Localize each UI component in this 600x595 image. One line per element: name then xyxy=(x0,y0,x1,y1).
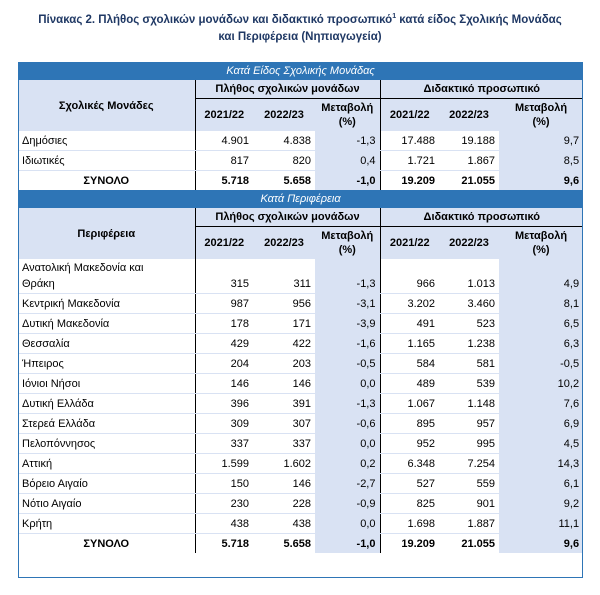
cell-u1: 987 xyxy=(195,294,253,314)
col-header-change: Μεταβολή (%) xyxy=(315,227,380,260)
cell-uc: -1,3 xyxy=(315,394,380,414)
row-label: Ιδιωτικές xyxy=(18,151,195,171)
cell-u1: 315 xyxy=(195,274,253,294)
section-band-label: Κατά Είδος Σχολικής Μονάδας xyxy=(18,62,583,80)
cell-u1: 337 xyxy=(195,434,253,454)
cell-u2: 228 xyxy=(253,494,315,514)
cell-uc: -3,9 xyxy=(315,314,380,334)
cell-uc: -3,1 xyxy=(315,294,380,314)
cell-u1: 146 xyxy=(195,374,253,394)
cell-sc: 6,3 xyxy=(499,334,583,354)
cell-sc: 9,2 xyxy=(499,494,583,514)
cell-u2: 307 xyxy=(253,414,315,434)
total-row xyxy=(18,171,583,191)
header-row xyxy=(18,208,583,227)
cell-s2: 21.055 xyxy=(439,534,499,554)
cell-s1: 1.721 xyxy=(380,151,439,171)
table-row xyxy=(18,494,583,514)
cell-sc: 4,9 xyxy=(499,274,583,294)
cell-uc: -2,7 xyxy=(315,474,380,494)
table-row xyxy=(18,334,583,354)
row-label: Ήπειρος xyxy=(18,354,195,374)
cell-sc: 8,1 xyxy=(499,294,583,314)
table-row xyxy=(18,259,583,274)
cell-u1: 5.718 xyxy=(195,171,253,191)
cell-s1: 19.209 xyxy=(380,171,439,191)
cell-u1: 429 xyxy=(195,334,253,354)
col-header-year2: 2022/23 xyxy=(253,227,315,260)
cell-u1: 178 xyxy=(195,314,253,334)
group-header-staff: Διδακτικό προσωπικό xyxy=(380,80,583,99)
table-title xyxy=(0,8,600,46)
row-label: Κεντρική Μακεδονία xyxy=(18,294,195,314)
cell-s2: 7.254 xyxy=(439,454,499,474)
table-row xyxy=(18,131,583,151)
cell-u1: 4.901 xyxy=(195,131,253,151)
title-line2: και Περιφέρεια (Νηπιαγωγεία) xyxy=(218,30,382,43)
cell-s1: 895 xyxy=(380,414,439,434)
row-label: Στερεά Ελλάδα xyxy=(18,414,195,434)
cell-uc: 0,4 xyxy=(315,151,380,171)
cell-s1: 1.165 xyxy=(380,334,439,354)
row-label: Δυτική Μακεδονία xyxy=(18,314,195,334)
row-label-line2: Θράκη xyxy=(18,274,195,294)
table-row xyxy=(18,514,583,534)
cell-s1: 3.202 xyxy=(380,294,439,314)
cell-sc: 9,6 xyxy=(499,534,583,554)
cell-uc: -0,6 xyxy=(315,414,380,434)
cell-u1: 230 xyxy=(195,494,253,514)
cell-u1: 396 xyxy=(195,394,253,414)
section-band-school-type xyxy=(18,62,583,80)
cell-uc: 0,0 xyxy=(315,434,380,454)
cell-s2: 957 xyxy=(439,414,499,434)
cell-s2: 995 xyxy=(439,434,499,454)
cell-s2: 19.188 xyxy=(439,131,499,151)
group-header-units: Πλήθος σχολικών μονάδων xyxy=(195,80,380,99)
cell-u2: 146 xyxy=(253,474,315,494)
cell-s2: 3.460 xyxy=(439,294,499,314)
cell-u2: 5.658 xyxy=(253,171,315,191)
cell-u2: 171 xyxy=(253,314,315,334)
table-row xyxy=(18,374,583,394)
cell-uc: 0,0 xyxy=(315,374,380,394)
cell-s1: 825 xyxy=(380,494,439,514)
row-header: Περιφέρεια xyxy=(18,208,195,259)
table-row xyxy=(18,294,583,314)
row-label: Δυτική Ελλάδα xyxy=(18,394,195,414)
col-header-change: Μεταβολή (%) xyxy=(499,227,583,260)
cell-u2: 337 xyxy=(253,434,315,454)
cell-sc: 10,2 xyxy=(499,374,583,394)
cell-sc: 6,1 xyxy=(499,474,583,494)
cell-uc: 0,0 xyxy=(315,514,380,534)
cell-u2: 438 xyxy=(253,514,315,534)
footnote-marker: 1 xyxy=(392,13,397,20)
col-header-year2: 2022/23 xyxy=(439,99,499,132)
title-line1: Πίνακας 2. Πλήθος σχολικών μονάδων και διδακτικό προσωπικό xyxy=(38,13,393,26)
cell-s2: 1.238 xyxy=(439,334,499,354)
col-header-year1: 2021/22 xyxy=(380,99,439,132)
table-row xyxy=(18,454,583,474)
cell-u1: 204 xyxy=(195,354,253,374)
cell-sc: 8,5 xyxy=(499,151,583,171)
row-label: Θεσσαλία xyxy=(18,334,195,354)
cell-s2: 523 xyxy=(439,314,499,334)
cell-s1: 527 xyxy=(380,474,439,494)
row-label: Βόρειο Αιγαίο xyxy=(18,474,195,494)
cell-u2: 4.838 xyxy=(253,131,315,151)
cell-uc: -0,9 xyxy=(315,494,380,514)
col-header-year2: 2022/23 xyxy=(439,227,499,260)
table-row xyxy=(18,151,583,171)
cell-u2: 820 xyxy=(253,151,315,171)
data-table xyxy=(18,62,583,553)
cell-u1: 5.718 xyxy=(195,534,253,554)
cell-uc: -1,3 xyxy=(315,131,380,151)
cell-s1: 6.348 xyxy=(380,454,439,474)
cell-uc: -0,5 xyxy=(315,354,380,374)
cell-u1: 1.599 xyxy=(195,454,253,474)
cell-u2: 311 xyxy=(253,274,315,294)
cell-u2: 422 xyxy=(253,334,315,354)
table-row xyxy=(18,274,583,294)
col-header-year1: 2021/22 xyxy=(380,227,439,260)
cell-u1: 438 xyxy=(195,514,253,534)
cell-sc: 7,6 xyxy=(499,394,583,414)
cell-u2: 956 xyxy=(253,294,315,314)
col-header-change: Μεταβολή (%) xyxy=(499,99,583,132)
cell-u2: 1.602 xyxy=(253,454,315,474)
cell-s2: 901 xyxy=(439,494,499,514)
cell-s2: 1.887 xyxy=(439,514,499,534)
cell-u1: 309 xyxy=(195,414,253,434)
cell-sc: 11,1 xyxy=(499,514,583,534)
cell-s1: 489 xyxy=(380,374,439,394)
table-row xyxy=(18,434,583,454)
cell-s1: 17.488 xyxy=(380,131,439,151)
cell-s2: 1.867 xyxy=(439,151,499,171)
row-label: Κρήτη xyxy=(18,514,195,534)
cell-sc: -0,5 xyxy=(499,354,583,374)
cell-uc: -1,6 xyxy=(315,334,380,354)
col-header-change: Μεταβολή (%) xyxy=(315,99,380,132)
row-label-line1: Ανατολική Μακεδονία και xyxy=(22,262,144,274)
group-header-staff: Διδακτικό προσωπικό xyxy=(380,208,583,227)
title-line1-end: κατά είδος Σχολικής Μονάδας xyxy=(396,13,562,26)
row-label: Ιόνιοι Νήσοι xyxy=(18,374,195,394)
cell-s1: 19.209 xyxy=(380,534,439,554)
row-label: Δημόσιες xyxy=(18,131,195,151)
cell-s2: 21.055 xyxy=(439,171,499,191)
cell-uc: -1,0 xyxy=(315,534,380,554)
cell-sc: 9,7 xyxy=(499,131,583,151)
col-header-year1: 2021/22 xyxy=(195,227,253,260)
cell-s2: 539 xyxy=(439,374,499,394)
table-row xyxy=(18,474,583,494)
row-label: ΣΥΝΟΛΟ xyxy=(18,534,195,554)
row-label: ΣΥΝΟΛΟ xyxy=(18,171,195,191)
table-row xyxy=(18,314,583,334)
group-header-units: Πλήθος σχολικών μονάδων xyxy=(195,208,380,227)
section-band-label: Κατά Περιφέρεια xyxy=(18,190,583,208)
col-header-year1: 2021/22 xyxy=(195,99,253,132)
cell-sc: 14,3 xyxy=(499,454,583,474)
total-row xyxy=(18,534,583,554)
cell-sc: 4,5 xyxy=(499,434,583,454)
cell-s1: 491 xyxy=(380,314,439,334)
cell-s1: 952 xyxy=(380,434,439,454)
cell-s2: 1.013 xyxy=(439,274,499,294)
col-header-year2: 2022/23 xyxy=(253,99,315,132)
table-row xyxy=(18,414,583,434)
cell-uc: 0,2 xyxy=(315,454,380,474)
table-row xyxy=(18,394,583,414)
cell-s1: 584 xyxy=(380,354,439,374)
cell-uc: -1,0 xyxy=(315,171,380,191)
cell-u2: 5.658 xyxy=(253,534,315,554)
row-label: Αττική xyxy=(18,454,195,474)
cell-s2: 1.148 xyxy=(439,394,499,414)
cell-sc: 6,5 xyxy=(499,314,583,334)
cell-uc: -1,3 xyxy=(315,274,380,294)
cell-sc: 9,6 xyxy=(499,171,583,191)
cell-s2: 581 xyxy=(439,354,499,374)
section-band-region xyxy=(18,190,583,208)
cell-u2: 391 xyxy=(253,394,315,414)
cell-s1: 1.067 xyxy=(380,394,439,414)
cell-sc: 6,9 xyxy=(499,414,583,434)
cell-s1: 966 xyxy=(380,274,439,294)
header-row xyxy=(18,80,583,99)
table-row xyxy=(18,354,583,374)
row-label: Νότιο Αιγαίο xyxy=(18,494,195,514)
cell-s1: 1.698 xyxy=(380,514,439,534)
cell-u2: 203 xyxy=(253,354,315,374)
cell-u1: 150 xyxy=(195,474,253,494)
cell-s2: 559 xyxy=(439,474,499,494)
row-label: Πελοπόννησος xyxy=(18,434,195,454)
row-header: Σχολικές Μονάδες xyxy=(18,80,195,131)
cell-u2: 146 xyxy=(253,374,315,394)
cell-u1: 817 xyxy=(195,151,253,171)
